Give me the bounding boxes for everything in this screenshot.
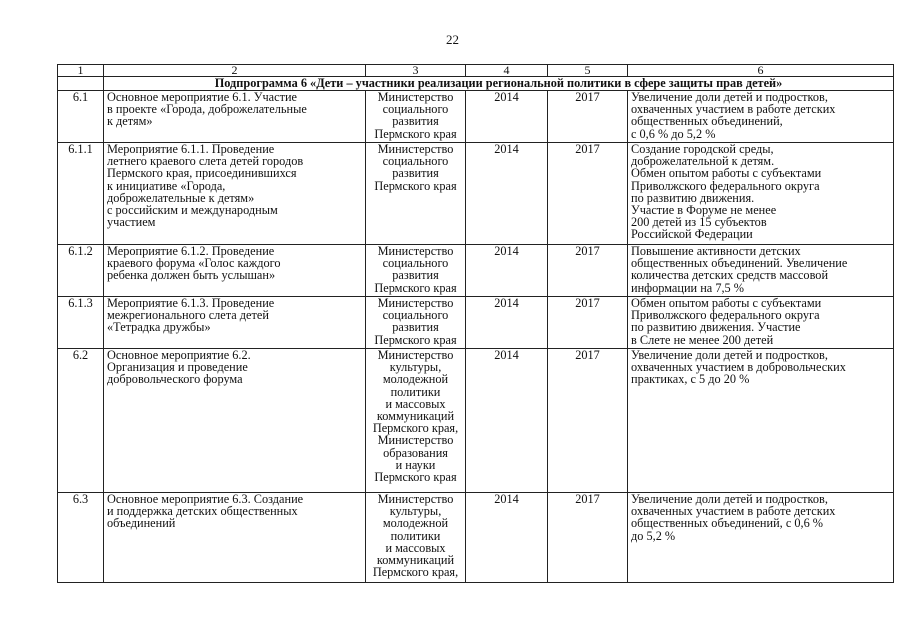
- measure-executor: Министерство культуры, молодежной политики и массовых коммуникаций Пермского края,: [366, 493, 466, 583]
- column-number: 1: [58, 65, 104, 77]
- measure-executor: Министерство социального развития Пермского края: [366, 297, 466, 349]
- page-number: 22: [446, 32, 459, 47]
- measure-end-year: 2017: [548, 143, 628, 245]
- measure-name: Мероприятие 6.1.1. Проведение летнего краевого слета детей городов Пермского края, присоединившихся к инициативе «Города, доброжелательные к детям» с российским и международным участием: [104, 143, 366, 245]
- measure-start-year: 2014: [466, 349, 548, 493]
- measure-result: Обмен опытом работы с субъектами Приволжского федерального округа по развитию движения. Участие в Слете не менее 200 детей: [628, 297, 894, 349]
- measure-number: 6.2: [58, 349, 104, 493]
- measure-number: 6.1.3: [58, 297, 104, 349]
- measure-name: Основное мероприятие 6.3. Создание и поддержка детских общественных объединений: [104, 493, 366, 583]
- table-row: [58, 245, 894, 297]
- measure-end-year: 2017: [548, 245, 628, 297]
- measure-result: Повышение активности детских общественных объединений. Увеличение количества детских средств массовой информации на 7,5 %: [628, 245, 894, 297]
- subprogram-number-cell: [58, 77, 104, 91]
- measure-number: 6.1.2: [58, 245, 104, 297]
- measure-name: Мероприятие 6.1.3. Проведение межрегионального слета детей «Тетрадка дружбы»: [104, 297, 366, 349]
- measure-end-year: 2017: [548, 91, 628, 143]
- column-number: 2: [104, 65, 366, 77]
- measure-result: Увеличение доли детей и подростков, охваченных участием в работе детских общественных объединений, с 0,6 % до 5,2 %: [628, 91, 894, 143]
- table-row: [58, 349, 894, 493]
- measure-executor: Министерство культуры, молодежной политики и массовых коммуникаций Пермского края, Министерство образования и науки Пермского края: [366, 349, 466, 493]
- measure-start-year: 2014: [466, 245, 548, 297]
- measure-name: Основное мероприятие 6.2. Организация и проведение добровольческого форума: [104, 349, 366, 493]
- measure-name: Основное мероприятие 6.1. Участие в проекте «Города, доброжелательные к детям»: [104, 91, 366, 143]
- measure-result: Увеличение доли детей и подростков, охваченных участием в работе детских общественных объединений, с 0,6 % до 5,2 %: [628, 493, 894, 583]
- column-number: 6: [628, 65, 894, 77]
- column-number: 4: [466, 65, 548, 77]
- measures-table: [57, 64, 894, 583]
- measure-executor: Министерство социального развития Пермского края: [366, 91, 466, 143]
- table-row: [58, 91, 894, 143]
- column-number-row: [58, 65, 894, 77]
- table-row: [58, 493, 894, 583]
- measure-result: Увеличение доли детей и подростков, охваченных участием в добровольческих практиках, с 5 до 20 %: [628, 349, 894, 493]
- measure-end-year: 2017: [548, 297, 628, 349]
- measure-result: Создание городской среды, доброжелательной к детям. Обмен опытом работы с субъектами Приволжского федерального округа по развитию движения. Участие в Форуме не менее 200 детей из 15 субъектов Российской Федерации: [628, 143, 894, 245]
- subprogram-title: Подпрограмма 6 «Дети – участники реализации региональной политики в сфере защиты прав детей»: [104, 77, 894, 91]
- subprogram-row: [58, 77, 894, 91]
- measure-number: 6.3: [58, 493, 104, 583]
- measure-end-year: 2017: [548, 493, 628, 583]
- measure-number: 6.1.1: [58, 143, 104, 245]
- measure-end-year: 2017: [548, 349, 628, 493]
- measure-name: Мероприятие 6.1.2. Проведение краевого форума «Голос каждого ребенка должен быть услышан»: [104, 245, 366, 297]
- measure-executor: Министерство социального развития Пермского края: [366, 143, 466, 245]
- column-number: 5: [548, 65, 628, 77]
- measure-start-year: 2014: [466, 493, 548, 583]
- measure-number: 6.1: [58, 91, 104, 143]
- measure-executor: Министерство социального развития Пермского края: [366, 245, 466, 297]
- measure-start-year: 2014: [466, 143, 548, 245]
- measure-start-year: 2014: [466, 91, 548, 143]
- column-number: 3: [366, 65, 466, 77]
- measure-start-year: 2014: [466, 297, 548, 349]
- table-row: [58, 297, 894, 349]
- table-row: [58, 143, 894, 245]
